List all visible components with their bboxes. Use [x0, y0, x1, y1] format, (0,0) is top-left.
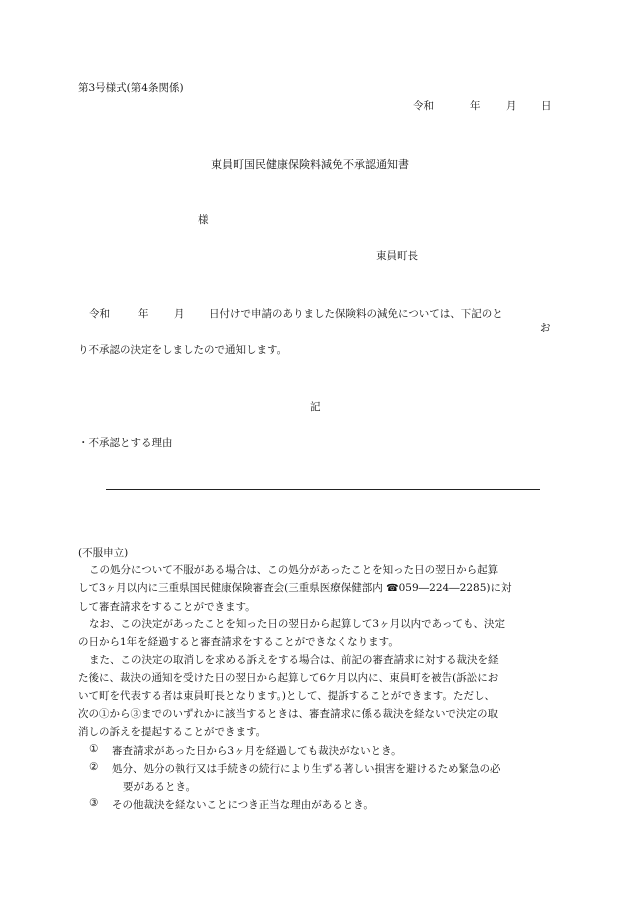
list-item-2-num: ②: [89, 761, 99, 773]
body-line1: 日付けで申請のありました保険料の減免については、下記のと: [209, 308, 503, 320]
document-title: 東員町国民健康保険料減免不承認通知書: [211, 158, 409, 171]
list-item-2-cont: 要があるとき。: [123, 781, 197, 793]
date-day: 日: [541, 100, 552, 112]
appeal-p3-line: た後に、裁決の通知を受けた日の翌日から起算して6ケ月以内に、東員町を被告(訴訟にお: [78, 672, 499, 684]
appeal-paragraph-2: [78, 615, 558, 651]
list-item-1-num: ①: [89, 743, 99, 755]
phone-number: 059―224―2285)に対: [398, 582, 512, 594]
body-year: 年: [138, 308, 149, 320]
list-item-1-text: 審査請求があった日から3ヶ月を経過しても裁決がないとき。: [112, 745, 402, 757]
appeal-p1-line: して審査請求をすることができます。: [78, 601, 256, 613]
list-item-2-text: 処分、処分の執行又は手続きの続行により生ずる著しい損害を避けるため緊急の必: [112, 763, 501, 775]
appeal-paragraph-1: [78, 561, 558, 616]
ki-heading: 記: [310, 401, 321, 413]
appeal-p3-line: 次の①から③までのいずれかに該当するときは、審査請求に係る裁決を経ないで決定の取: [78, 708, 498, 720]
appeal-p3-line: また、この決定の取消しを求める訴えをする場合は、前記の審査請求に対する裁決を経: [89, 654, 499, 666]
appeal-p1-text: して3ヶ月以内に三重県国民健康保険審査会(三重県医療保健部内: [78, 582, 383, 594]
appeal-p2-line: の日から1年を経過すると審査請求をすることができなくなります。: [78, 636, 399, 648]
list-item-3-num: ③: [89, 797, 99, 809]
reason-underline: [106, 489, 540, 490]
form-number: 第3号様式(第4条関係): [78, 82, 184, 94]
date-era: 令和: [413, 100, 434, 112]
appeal-heading: (不服申立): [78, 547, 129, 559]
appeal-paragraph-3: [78, 651, 558, 741]
appeal-p3-line: 消しの訴えを提起することができます。: [78, 726, 267, 738]
body-month: 月: [174, 308, 185, 320]
recipient-suffix: 様: [198, 214, 209, 226]
body-era: 令和: [89, 308, 110, 320]
date-year: 年: [470, 100, 481, 112]
appeal-p3-line: いて町を代表する者は東員町長となります。)として、提訴することができます。ただし、: [78, 690, 495, 702]
phone-icon: ☎: [386, 583, 399, 594]
list-item-3-text: その他裁決を経ないことにつき正当な理由があるとき。: [112, 799, 374, 811]
body-line2: り不承認の決定をしましたので通知します。: [78, 344, 288, 356]
issuer: 東員町長: [376, 250, 418, 262]
reason-label: ・不承認とする理由: [78, 437, 173, 449]
appeal-p1-line-with-phone: [78, 579, 558, 598]
body-wrap-char: お: [540, 322, 551, 334]
appeal-p1-line: この処分について不服がある場合は、この処分があったことを知った日の翌日から起算: [89, 564, 499, 576]
appeal-p2-line: なお、この決定があったことを知った日の翌日から起算して3ヶ月以内であっても、決定: [89, 618, 505, 630]
date-month: 月: [506, 100, 517, 112]
